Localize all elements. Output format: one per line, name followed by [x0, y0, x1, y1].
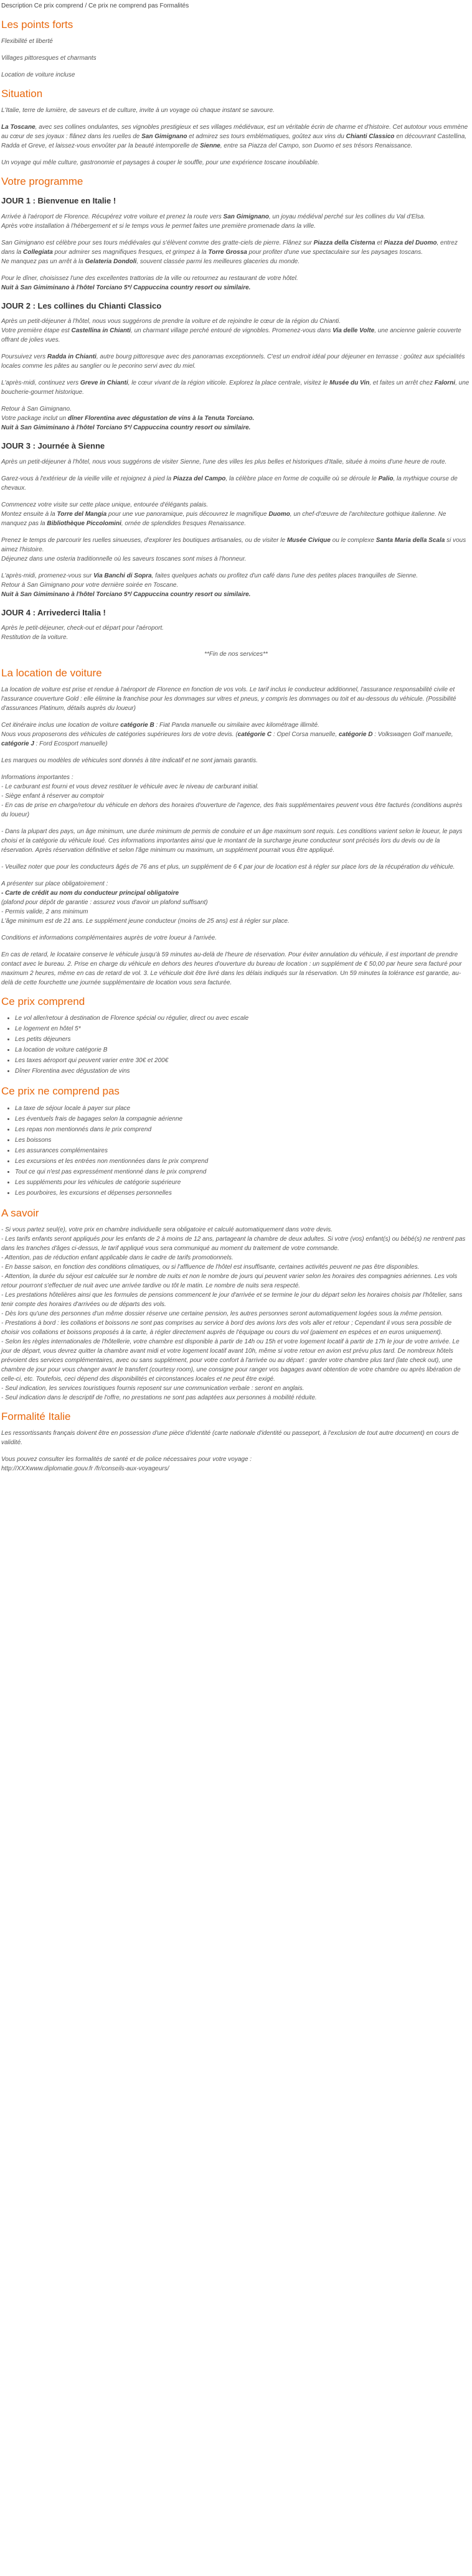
text-run: en découvrant Castellina, Radda et Greve, et laissez-vous envoûter par la beauté intemporelle de: [1, 133, 467, 150]
day2-greve: [1, 378, 471, 397]
day1-title: JOUR 1 : Bienvenue en Italie !: [1, 196, 116, 206]
location-documents: A présenter sur place obligatoirement : - Carte de crédit au nom du conducteur principal obligatoire (plafond pour dépôt de garantie : assurez vous d'avoir un plafond suffisant) - Permis valide, 2 ans minimum L'âge minimum est de 21 ans. Le supplément jeune conducteur (moins de 25 ans) est à régler sur place.: [1, 880, 290, 925]
location-intro: La location de voiture est prise et rendue à l'aéroport de Florence en fonction de vos vols. Le tarif inclus le conducteur additionnel, l'assurance responsabilité civile et l'assurance couverture Gold : elle élimine la franchise pour les dommages sur vitres et pneus, y compris les dommages ou toit et au-dessous du véhicule. (Possibilité d'assurances Platinum, détails auprès du loueur): [1, 686, 456, 712]
location-section: [1, 666, 471, 987]
a-savoir-line: - Selon les règles internationales de l'hôtellerie, votre chambre est disponible à partir de 14h ou 15h et votre logement locatif à partir de 17h le jour de votre arrivée. Le jour de départ, vous devrez quitter la chambre avant midi et votre logement locatif avant 10h, même si votre retour en avion est prévu plus tard. De nombreux hôtels prévoient des services complémentaires, avec ou sans supplément, pour votre confort à l'arrivée ou au départ : garder votre chambre plus tard (late check out), une chambre de jour pour vous changer avant le transfert (courtesy room), une consigne pour ranger vos bagages avant obtention de votre chambre ou après libération de celle-ci, etc. Toutefois, ceci dépend des disponibilités et circonstances locales et ne peut être exigé.: [1, 1338, 461, 1383]
text-run: , entrez dans la: [1, 239, 458, 256]
day3-streets: Prenez le temps de parcourir les ruelles sinueuses, d'explorer les boutiques artisanales, ou de visiter le Musée Civique ou le complexe Santa Maria della Scala si vous aimez l'histoire. Déjeunez dans une osteria traditionnelle où les saveurs toscanes sont mises à l'honneur.: [1, 536, 466, 562]
list-item: • Le vol aller/retour à destination de Florence spécial ou régulier, direct ou avec escale: [15, 1014, 471, 1023]
list-item: • Dîner Florentina avec dégustation de vins: [15, 1066, 471, 1076]
location-title: La location de voiture: [1, 667, 102, 679]
info-line: - En cas de prise en charge/retour du véhicule en dehors des horaires d'ouverture de l'agence, des frais supplémentaires peuvent vous être facturés (conditions auprès du loueur): [1, 802, 463, 819]
list-item: • La location de voiture catégorie B: [15, 1045, 471, 1055]
comprend-list: [15, 1014, 471, 1076]
day2-evening: Retour à San Gimignano. Votre package inclut un dîner Florentina avec dégustation de vins à la Tenuta Torciano. Nuit à San Gimiminano à l'hôtel Torciano 5*/ Cappuccina country resort ou similaire.: [1, 406, 255, 432]
text-run: pour profiter d'une vue spectaculaire sur les paysages toscans.: [247, 248, 423, 256]
day3-intro: Après un petit-déjeuner à l'hôtel, nous vous suggérons de visiter Sienne, l'une des villes les plus belles et historiques d'Italie, située à moins d'une heure de route.: [1, 458, 447, 465]
text-run: : Ford Ecosport manuelle): [34, 740, 108, 748]
highlight-text: catégorie D: [338, 731, 373, 739]
highlight-text: Sienne: [200, 142, 220, 150]
a-savoir-line: - Prestations à bord : les collations et boissons ne sont pas comprises au service à bord des avions lors des vols aller et retour ; Cependant il vous sera possible de choisir vos collations et boissons proposés à la carte, à régler directement auprès de l'équipage ou cours du vol (paiement en espèces et en euros uniquement).: [1, 1319, 452, 1336]
points-forts-title: Les points forts: [1, 19, 73, 30]
list-item: • Le logement en hôtel 5*: [15, 1024, 471, 1034]
highlight-text: Torre Grossa: [208, 248, 247, 256]
text-run: Cet itinéraire inclus une location de voiture: [1, 722, 121, 729]
text-run: : Fiat Panda manuelle ou similaire avec kilométrage illimité.: [154, 722, 319, 729]
situation-title: Situation: [1, 88, 43, 100]
list-item: • Les petits déjeuners: [15, 1035, 471, 1044]
situation-section: [1, 87, 471, 167]
location-delay: En cas de retard, le locataire conserve le véhicule jusqu'à 59 minutes au-delà de l'heure de réservation. Pour éviter annulation du véhicule, il est important de prendre contact avec le bureau. 2. Prise en charge du véhicule en dehors des heures d'ouverture du bureau de location : un supplément de € 50,00 par heure sera facturé pour maximum 2 heures, même en cas de retard de vol. 3. Le véhicule doit être livré dans les délais indiqués sur la réservation. Un 59 minutes la tolérance est garantie, au-delà de cette fourchette une journée supplémentaire de location vous sera facturée.: [1, 951, 462, 987]
highlight-text: Duomo: [268, 510, 290, 518]
highlight-text: La Toscane: [1, 124, 35, 131]
formalite-link[interactable]: http://XXXwww.diplomatie.gouv.fr /fr/conseils-aux-voyageurs/: [1, 1465, 169, 1472]
breadcrumb: Description Ce prix comprend / Ce prix ne comprend pas Formalités: [1, 2, 189, 9]
a-savoir-title: A savoir: [1, 1206, 39, 1219]
text-run: L'après-midi, promenez-vous sur: [1, 572, 94, 579]
ne-comprend-title: Ce prix ne comprend pas: [1, 1085, 120, 1098]
point-fort-item: Flexibilité et liberté: [1, 38, 53, 45]
text-run: pour admirer ses magnifiques fresques, et grimpez à la: [52, 248, 209, 256]
text-run: Votre package inclut un: [1, 415, 68, 422]
text-run: , souvent classée parmi les meilleures glaceries du monde.: [136, 258, 300, 265]
day2-radda: [1, 352, 471, 371]
highlight-text: Collegiata: [23, 248, 53, 256]
point-fort-item: Location de voiture incluse: [1, 72, 75, 79]
programme-title: Votre programme: [1, 175, 83, 188]
highlight-text: catégorie J: [1, 740, 34, 748]
list-item: • Les repas non mentionnés dans le prix comprend: [15, 1125, 471, 1134]
text-run: , un chef-d'œuvre de l'architecture gothique italienne. Ne manquez pas la: [1, 510, 446, 527]
formalite-section: [1, 1410, 471, 1473]
a-savoir-line: - Dès lors qu'une des personnes d'un même dossier réserve une certaine pension, les autres personnes seront automatiquement logées sous la même pension.: [1, 1310, 443, 1317]
day3-title: JOUR 3 : Journée à Sienne: [1, 441, 105, 451]
a-savoir-line: - En basse saison, en fonction des conditions climatiques, ou si l'affluence de l'hôtel est insuffisante, certaines activités peuvent ne pas être disponibles.: [1, 1263, 420, 1271]
highlight-text: Falorni: [434, 380, 456, 387]
highlight-text: Castellina in Chianti: [71, 327, 131, 335]
highlight-text: Via Banchi di Sopra: [93, 572, 152, 579]
points-forts-section: [1, 18, 471, 80]
highlight-text: Musée Civique: [286, 536, 331, 544]
day4-title: JOUR 4 : Arrivederci Italia !: [1, 607, 106, 617]
end-of-services: **Fin de nos services**: [204, 651, 268, 658]
highlight-text: Gelateria Dondoli: [85, 258, 137, 265]
text-run: , autre bourg pittoresque avec des panoramas exceptionnels. C'est un endroit idéal pour déjeuner en terrasse : goûtez aux spécialités locales comme les pâtes au sanglier ou le pecorino servi avec du miel.: [1, 353, 465, 370]
location-category: [1, 721, 471, 749]
a-savoir-text: [1, 1225, 471, 1402]
highlight-text: Radda in Chianti: [47, 353, 97, 361]
text-run: pour une vue panoramique, puis découvrez le magnifique: [106, 510, 269, 518]
list-item: • Les suppléments pour les véhicules de catégorie supérieure: [15, 1178, 471, 1187]
text-run: si vous aimez l'histoire.: [1, 536, 466, 553]
highlight-text: dîner Florentina avec dégustation de vins à la Tenuta Torciano.: [67, 415, 255, 422]
situation-paragraph: [1, 123, 471, 151]
a-savoir-line: - Les tarifs enfants seront appliqués pour les enfants de 2 à moins de 12 ans, partageant la chambre de deux adultes. Si votre (vos) enfant(s) ou bébé(s) ne rentrent pas dans les tranches d'âges ci-dessus, le tarif appliqué vous sera communiqué au moment du traitement de votre commande.: [1, 1235, 466, 1252]
list-item: • Les assurances complémentaires: [15, 1146, 471, 1155]
day3-campo: [1, 474, 471, 493]
point-fort-item: Villages pittoresques et charmants: [1, 55, 97, 62]
highlight-text: Greve in Chianti: [80, 380, 128, 387]
day1-text: Arrivée à l'aéroport de Florence. Récupérez votre voiture et prenez la route vers San Gimignano, un joyau médiéval perché sur les collines du Val d'Elsa. Après votre installation à l'hébergement et si le temps vous le permet faites une première promenade dans la ville.: [1, 213, 425, 230]
highlight-text: Piazza della Cisterna: [313, 239, 375, 246]
text-run: : Opel Corsa manuelle,: [271, 731, 339, 739]
text-run: , la célèbre place en forme de coquille où se déroule le: [225, 475, 379, 482]
highlight-text: Santa Maria della Scala: [375, 536, 445, 544]
points-forts-list: [1, 37, 471, 80]
info-line: - Siège enfant à réserver au comptoir: [1, 793, 105, 800]
text-run: , une boucherie-gourmet historique.: [1, 380, 470, 396]
list-item: • Les excursions et les entrées non mentionnées dans le prix comprend: [15, 1157, 471, 1166]
text-run: , un joyau médiéval perché sur les collines du Val d'Elsa.: [268, 213, 425, 220]
list-item: • Les boissons: [15, 1136, 471, 1145]
text-run: , entre sa Piazza del Campo, son Duomo et ses trésors Renaissance.: [220, 142, 413, 150]
highlight-text: Musée du Vin: [329, 380, 370, 387]
text-run: Garez-vous à l'extérieur de la vieille ville et rejoignez à pied la: [1, 475, 173, 482]
text-run: , la mythique course de chevaux.: [1, 475, 458, 492]
day2-title: JOUR 2 : Les collines du Chianti Classico: [1, 301, 162, 310]
formalite-link-text: Vous pouvez consulter les formalités de santé et de police nécessaires pour votre voyage : http://XXXwww.diplomatie.gouv.fr /fr/conseils-aux-voyageurs/: [1, 1455, 252, 1472]
a-savoir-section: [1, 1206, 471, 1402]
formalite-identity: Les ressortissants français doivent être en possession d'une pièce d'identité (carte nationale d'identité ou passeport, à l'exclusion de tout autre document) en cours de validité.: [1, 1429, 459, 1446]
highlight-text: Piazza del Duomo: [384, 239, 437, 246]
text-run: ou le complexe: [330, 536, 376, 544]
text-run: , un charmant village perché entouré de vignobles. Promenez-vous dans: [131, 327, 333, 335]
day3-afternoon: L'après-midi, promenez-vous sur Via Banchi di Sopra, faites quelques achats ou profitez d'un café dans l'une des petites places tranquilles de Sienne. Retour à San Gimignano pour votre dernière soirée en Toscane. Nuit à San Gimiminano à l'hôtel Torciano 5*/ Cappuccina country resort ou similaire.: [1, 572, 418, 598]
day3-visit: Commencez votre visite sur cette place unique, entourée d'élégants palais. Montez ensuite à la Torre del Mangia pour une vue panoramique, puis découvrez le magnifique Duomo, un chef-d'œuvre de l'architecture gothique italienne. Ne manquez pas la Bibliothèque Piccolomini, ornée de splendides fresques Renaissance.: [1, 501, 446, 527]
comprend-section: [1, 995, 471, 1076]
text-run: et: [375, 239, 384, 246]
comprend-title: Ce prix comprend: [1, 996, 85, 1008]
location-conditions: Conditions et informations complémentaires auprès de votre loueur à l'arrivée.: [1, 935, 217, 942]
info-line: - Le carburant est fourni et vous devez restituer le véhicule avec le niveau de carburant initial.: [1, 783, 259, 791]
a-savoir-line: - Attention, pas de réduction enfant applicable dans le cadre de tarifs promotionnels.: [1, 1254, 234, 1261]
list-item: • Les pourboires, les excursions et dépenses personnelles: [15, 1188, 471, 1198]
day1-sightseeing: [1, 238, 471, 266]
highlight-text: catégorie C: [237, 731, 272, 739]
text-run: Nous vous proposerons des véhicules de catégories supérieures lors de votre devis. (: [1, 731, 238, 739]
situation-intro: L'Italie, terre de lumière, de saveurs et de culture, invite à un voyage où chaque instant se savoure.: [1, 107, 275, 114]
highlight-text: Piazza del Campo: [172, 475, 226, 482]
highlight-text: Palio: [378, 475, 394, 482]
text-run: , faites quelques achats ou profitez d'un café dans l'une des petites places tranquilles de Sienne.: [151, 572, 418, 579]
list-item: • Les éventuels frais de bagages selon la compagnie aérienne: [15, 1114, 471, 1124]
text-run: L'après-midi, continuez vers: [1, 380, 80, 387]
text-run: et admirez ses tours emblématiques, goûtez aux vins du: [187, 133, 346, 141]
ne-comprend-section: [1, 1085, 471, 1197]
text-run: Votre première étape est: [1, 327, 72, 335]
location-models-note: Les marques ou modèles de véhicules sont donnés à titre indicatif et ne sont jamais garantis.: [1, 757, 258, 765]
highlight-text: catégorie B: [120, 722, 154, 729]
list-item: • Tout ce qui n'est pas expressément mentionné dans le prix comprend: [15, 1167, 471, 1177]
text-run: Arrivée à l'aéroport de Florence. Récupérez votre voiture et prenez la route vers: [1, 213, 224, 220]
formalite-title: Formalité Italie: [1, 1410, 71, 1422]
a-savoir-line: - Seul indication, les services touristiques fournis reposent sur une communication verbale : seront en anglais.: [1, 1384, 304, 1392]
text-run: , avec ses collines ondulantes, ses vignobles prestigieux et ses villages médiévaux, est un véritable écrin de charme et d'histoire. Cet autotour vous emmène au cœur de ses joyaux : flânez dans les ruelles de: [1, 124, 468, 141]
text-run: Prenez le temps de parcourir les ruelles sinueuses, d'explorer les boutiques artisanales, ou de visiter le: [1, 536, 287, 544]
day2-text: Après un petit-déjeuner à l'hôtel, nous vous suggérons de prendre la voiture et de rejoindre le cœur de la région du Chianti. Votre première étape est Castellina in Chianti, un charmant village perché entouré de vignobles. Promenez-vous dans Via delle Volte, une ancienne galerie couverte offrant de jolies vues.: [1, 318, 461, 344]
day4-text: Après le petit-déjeuner, check-out et départ pour l'aéroport. Restitution de la voiture.: [1, 625, 164, 642]
ne-comprend-list: [15, 1104, 471, 1198]
text-run: , une ancienne galerie couverte offrant de jolies vues.: [1, 327, 461, 344]
highlight-text: Via delle Volte: [333, 327, 375, 335]
highlight-text: Chianti Classico: [346, 133, 395, 141]
a-savoir-line: - Attention, la durée du séjour est calculée sur le nombre de nuits et non le nombre de jours qui peuvent varier selon les horaires des compagnies aériennes. Les vols retour pourront s'effectuer de nuit avec une arrivée tardive ou tôt le matin. Le nombre de nuits sera respecté.: [1, 1272, 458, 1289]
text-run: , le cœur vivant de la région viticole. Explorez la place centrale, visitez le: [128, 380, 330, 387]
text-run: Poursuivez vers: [1, 353, 47, 361]
highlight-text: Bibliothèque Piccolomini: [47, 520, 121, 527]
text-run: Montez ensuite à la: [1, 510, 57, 518]
text-run: : Volkswagen Golf manuelle,: [372, 731, 453, 739]
list-item: • La taxe de séjour locale à payer sur place: [15, 1104, 471, 1113]
location-age-rules: - Dans la plupart des pays, un âge minimum, une durée minimum de permis de conduire et un âge maximum sont requis. Les conditions varient selon le loueur, le pays choisi et la catégorie du véhicule loué. Ces informations importantes ainsi que le montant de la surcharge jeune conducteur sont précisés lors du devis ou de la réservation. Après réservation définitive et selon l'âge minimum ou maximum, un supplément pourrait vous être appliqué.: [1, 828, 463, 854]
highlight-text: Torre del Mangia: [57, 510, 107, 518]
situation-outro: Un voyage qui mêle culture, gastronomie et paysages à couper le souffle, pour une expérience toscane inoubliable.: [1, 159, 319, 167]
a-savoir-line: - Si vous partez seul(e), votre prix en chambre individuelle sera obligatoire et calculé automatiquement dans votre devis.: [1, 1226, 333, 1233]
a-savoir-line: - Seul indication dans le descriptif de l'offre, no prestations ne sont pas adaptées aux personnes à mobilité réduite.: [1, 1394, 317, 1401]
highlight-text: San Gimignano: [223, 213, 269, 220]
location-senior-note: - Veuillez noter que pour les conducteurs âgés de 76 ans et plus, un supplément de 6 € par jour de location est à régler sur place lors de la récupération du véhicule.: [1, 864, 455, 871]
location-info: Informations importantes : - Le carburant est fourni et vous devez restituer le véhicule avec le niveau de carburant initial. - Siège enfant à réserver au comptoir - En cas de prise en charge/retour du véhicule en dehors des horaires d'ouverture de l'agence, des frais supplémentaires peuvent vous être facturés (conditions auprès du loueur): [1, 774, 463, 819]
a-savoir-line: - Les prestations hôtelières ainsi que les formules de pensions commencent le jour d'arrivée et se termine le jour du départ selon les horaires choisis par l'hôtelier, sans tenir compte des horaires d'arrivées ou de départs des vols.: [1, 1291, 463, 1308]
text-run: , et faites un arrêt chez: [369, 380, 435, 387]
day1-evening: Pour le dîner, choisissez l'une des excellentes trattorias de la ville ou retournez au restaurant de votre hôtel. Nuit à San Gimiminano à l'hôtel Torciano 5*/ Cappuccina country resort ou similaire.: [1, 274, 298, 291]
programme-section: [1, 175, 471, 659]
highlight-text: San Gimignano: [141, 133, 187, 141]
text-run: , ornée de splendides fresques Renaissance.: [121, 520, 246, 527]
list-item: • Les taxes aéroport qui peuvent varier entre 30€ et 200€: [15, 1056, 471, 1065]
text-run: Ne manquez pas un arrêt à la: [1, 258, 85, 265]
text-run: San Gimignano est célèbre pour ses tours médiévales qui s'élèvent comme des gratte-ciels de pierre. Flânez sur: [1, 239, 314, 246]
